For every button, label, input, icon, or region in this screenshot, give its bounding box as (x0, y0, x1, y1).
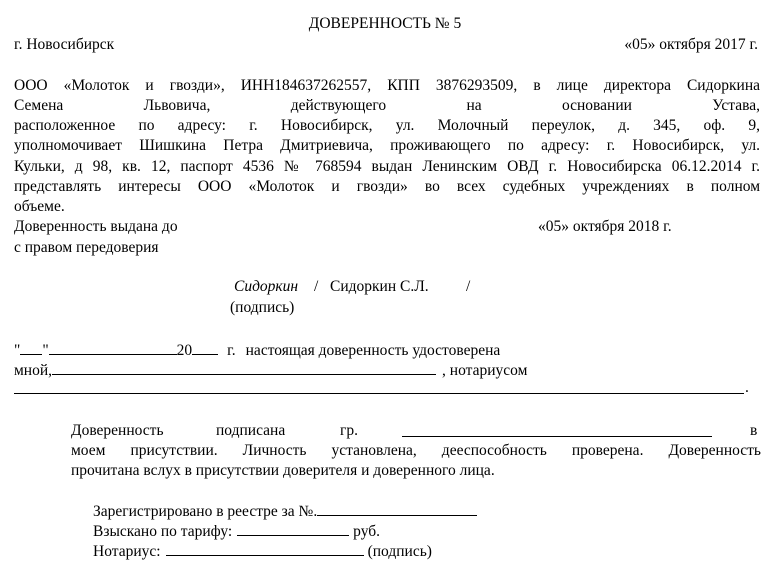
registry-line (93, 500, 477, 522)
validity-label: Доверенность выдана до (14, 218, 178, 235)
year-blank (192, 339, 218, 355)
body-line-3: расположенное по адресу: г. Новосибирск, ул. Молочный переулок, д. 345, оф. 9, (14, 117, 760, 134)
attestation-word-3: гр. (340, 422, 358, 439)
notary-label: Нотариус: (93, 543, 161, 560)
notary-by-me-line (14, 359, 527, 381)
body-line-7: объеме. (14, 198, 65, 215)
signatory-name: Сидоркин С.Л. (330, 278, 429, 295)
attestation-line-3: прочитана вслух в присутствии доверителя и доверенного лица. (71, 462, 495, 479)
signature-caption: (подпись) (230, 299, 295, 316)
attestation-line-2: моем присутствии. Личность установлена, дееспособность проверена. Доверенность (71, 442, 761, 459)
notary-signature-blank (166, 540, 364, 556)
citizen-name-blank (402, 436, 712, 437)
body-line-6: представлять интересы ООО «Молоток и гвозди» во всех судебных учреждениях в полном (14, 178, 760, 195)
body-line-5: Кульки, д 98, кв. 12, паспорт 4536 № 768594 выдан Ленинским ОВД г. Новосибирска 06.12.2014 г. (14, 158, 760, 175)
year-suffix: г. (227, 342, 236, 359)
notary-word: , нотариусом (442, 362, 528, 379)
city: г. Новосибирск (14, 36, 115, 53)
tariff-amount-blank (237, 520, 349, 536)
charged-label: Взыскано по тарифу: (93, 523, 233, 540)
attestation-word-2: подписана (216, 422, 286, 439)
by-me: мной, (14, 362, 53, 379)
rub-label: руб. (353, 523, 381, 540)
quote-open: " (14, 342, 21, 359)
validity-date: «05» октября 2018 г. (538, 218, 672, 235)
redelegation-right: с правом передоверия (14, 239, 159, 256)
notary-certification-line (14, 339, 500, 361)
body-line-1: ООО «Молоток и гвозди», ИНН184637262557, КПП 3876293509, в лице директора Сидоркина (14, 77, 760, 94)
notary-details-line (14, 393, 744, 394)
signature-slash-close: / (466, 278, 471, 295)
month-blank (49, 339, 177, 355)
day-blank (20, 339, 42, 355)
quote-close: " (42, 342, 49, 359)
registered-label: Зарегистрировано в реестре за №. (93, 503, 318, 520)
notary-sign-line (93, 540, 432, 562)
tariff-line (93, 520, 380, 542)
document-title: ДОВЕРЕННОСТЬ № 5 (308, 15, 462, 32)
end-dot: . (745, 379, 749, 396)
notary-sign-caption: (подпись) (367, 543, 432, 560)
notary-name-blank (52, 359, 436, 375)
registry-number-blank (317, 500, 477, 516)
certified-text: настоящая доверенность удостоверена (245, 342, 501, 359)
document-date: «05» октября 2017 г. (624, 36, 758, 53)
attestation-word-1: Доверенность (71, 422, 164, 439)
signature-slash-open: / (314, 278, 319, 295)
body-line-2: Семена Львовича, действующего на основании Устава, (14, 97, 760, 114)
body-line-4: уполномочивает Шишкина Петра Дмитриевича, проживающего по адресу: г. Новосибирск, ул. (14, 137, 760, 154)
year-prefix: 20 (176, 342, 193, 359)
handwritten-signature: Сидоркин (234, 278, 299, 295)
attestation-word-4: в (750, 422, 758, 439)
